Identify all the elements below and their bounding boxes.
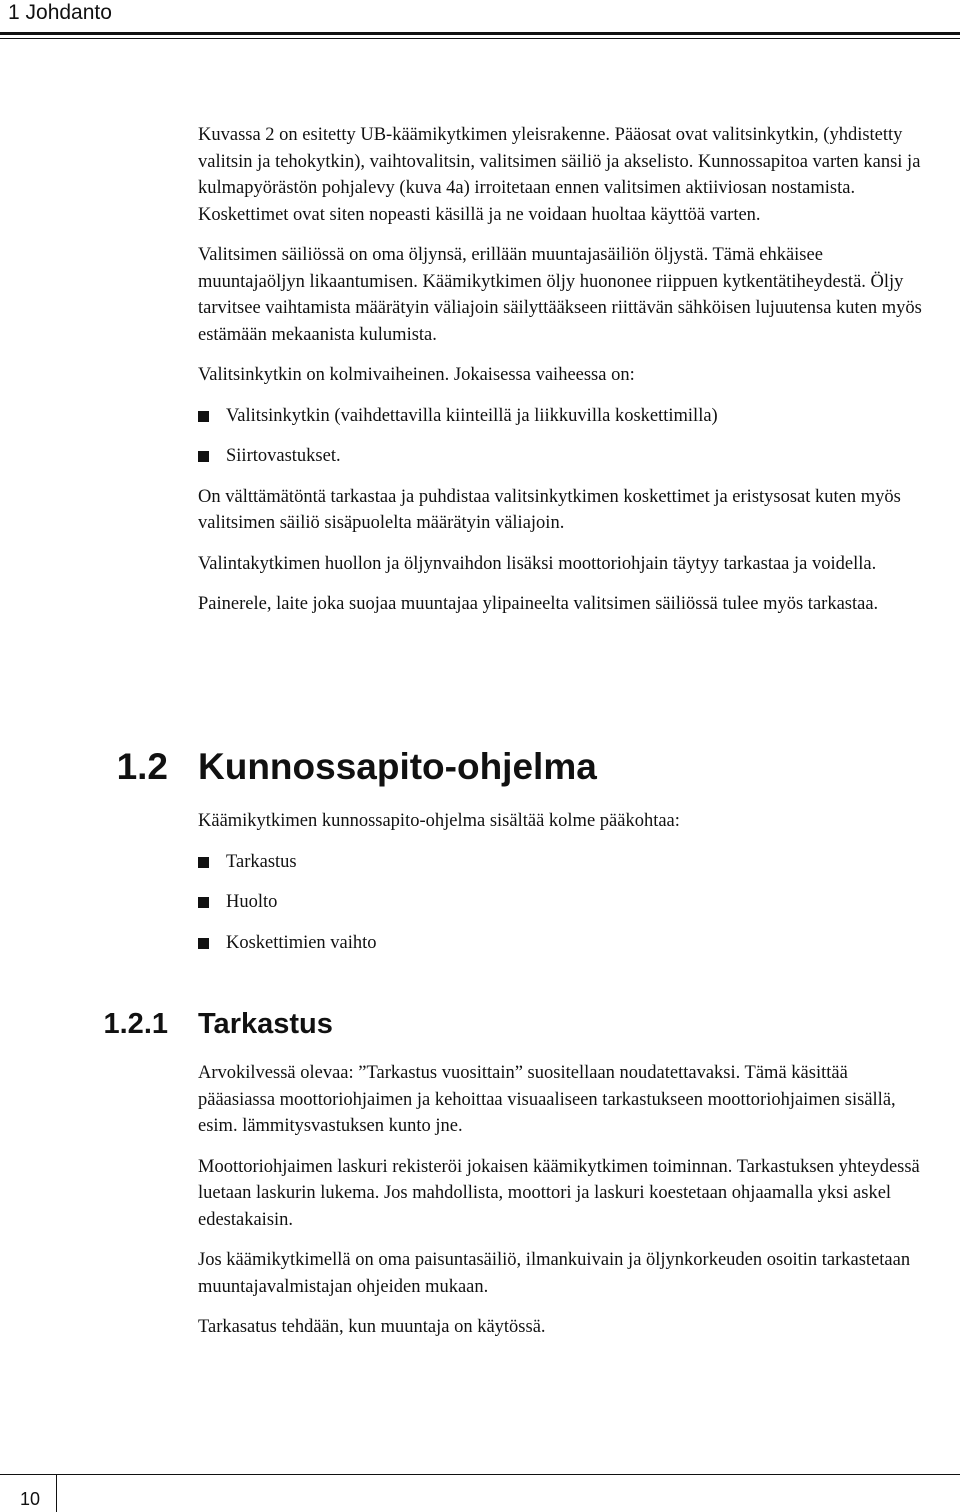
list-item-text: Valitsinkytkin (vaihdettavilla kiinteillä ja liikkuvilla koskettimilla) bbox=[226, 405, 718, 426]
footer-rule bbox=[0, 1474, 960, 1475]
list-item-text: Koskettimien vaihto bbox=[226, 932, 377, 953]
list-item bbox=[198, 403, 928, 430]
square-bullet-icon bbox=[198, 938, 209, 949]
subsection-title: Tarkastus bbox=[198, 1008, 333, 1040]
paragraph: Moottoriohjaimen laskuri rekisteröi jokaisen käämikytkimen toiminnan. Tarkastuksen yhteydessä luetaan laskurin lukema. Jos mahdollista, moottori ja laskuri koestetaan ohjaamalla yksi askel edestakaisin. bbox=[198, 1156, 920, 1230]
bullet-list bbox=[198, 403, 928, 470]
list-item bbox=[198, 849, 928, 876]
section-title: Kunnossapito-ohjelma bbox=[198, 746, 597, 787]
square-bullet-icon bbox=[198, 897, 209, 908]
paragraph: Painerele, laite joka suojaa muuntajaa ylipaineelta valitsimen säiliössä tulee myös tarkastaa. bbox=[198, 594, 879, 614]
square-bullet-icon bbox=[198, 411, 209, 422]
list-item bbox=[198, 443, 928, 470]
maintenance-program-section bbox=[198, 808, 928, 970]
subsection-number: 1.2.1 bbox=[103, 1008, 168, 1040]
page-number: 10 bbox=[20, 1489, 41, 1509]
paragraph: Tarkasatus tehdään, kun muuntaja on käytössä. bbox=[198, 1317, 546, 1337]
header-rule-thin bbox=[0, 38, 960, 39]
header-rule-thick bbox=[0, 32, 960, 35]
page-header bbox=[0, 0, 960, 40]
intro-section bbox=[198, 122, 928, 632]
chapter-title: 1 Johdanto bbox=[8, 1, 112, 24]
bullet-list bbox=[198, 849, 928, 957]
paragraph: Valitsinkytkin on kolmivaiheinen. Jokaisessa vaiheessa on: bbox=[198, 365, 635, 385]
list-item-text: Siirtovastukset. bbox=[226, 446, 341, 466]
list-item bbox=[198, 889, 928, 916]
paragraph: Kuvassa 2 on esitetty UB-käämikytkimen yleisrakenne. Pääosat ovat valitsinkytkin, (yhdistetty valitsin ja tehokytkin), vaihtovalitsin, valitsimen säiliö ja akselisto. Kunnossapitoa varten kansi ja kulmapyörästön pohjalevy (kuva 4a) irroitetaan ennen valitsimen aktiiviosan nostamista. Koskettimet ovat siten nopeasti käsillä ja ne voidaan huoltaa käyttöä varten. bbox=[198, 125, 921, 225]
paragraph: Jos käämikytkimellä on oma paisuntasäiliö, ilmankuivain ja öljynkorkeuden osoitin tarkastetaan muuntajavalmistajan ohjeiden mukaan. bbox=[198, 1250, 911, 1297]
inspection-section bbox=[198, 1060, 928, 1355]
paragraph: On välttämätöntä tarkastaa ja puhdistaa valitsinkytkimen koskettimet ja eristysosat kuten myös valitsimen säiliö sisäpuolelta määrätyin väliajoin. bbox=[198, 486, 901, 533]
square-bullet-icon bbox=[198, 857, 209, 868]
paragraph: Valitsimen säiliössä on oma öljynsä, erillään muuntajasäiliön öljystä. Tämä ehkäisee muuntajaöljyn likaantumisen. Käämikytkimen öljy huononee riippuen kytkentätiheydestä. Öljy tarvitsee vaihtamista määrätyin väliajoin säilyttääkseen riittävän sähköisen lujuutensa kuten myös estämään mekaanista kulumista. bbox=[198, 245, 922, 345]
square-bullet-icon bbox=[198, 451, 209, 462]
list-item-text: Tarkastus bbox=[226, 851, 297, 872]
paragraph: Valintakytkimen huollon ja öljynvaihdon lisäksi moottoriohjain täytyy tarkastaa ja voidella. bbox=[198, 553, 877, 574]
list-item bbox=[198, 930, 928, 957]
list-item-text: Huolto bbox=[226, 892, 278, 912]
section-number: 1.2 bbox=[116, 746, 168, 787]
paragraph: Arvokilvessä olevaa: ”Tarkastus vuosittain” suositellaan noudatettavaksi. Tämä käsittää pääasiassa moottoriohjaimen ja kehoittaa visuaaliseen tarkastukseen moottoriohjaimen sisällä, esim. lämmitysvastuksen kunto jne. bbox=[198, 1063, 896, 1136]
paragraph: Käämikytkimen kunnossapito-ohjelma sisältää kolme pääkohtaa: bbox=[198, 811, 680, 831]
